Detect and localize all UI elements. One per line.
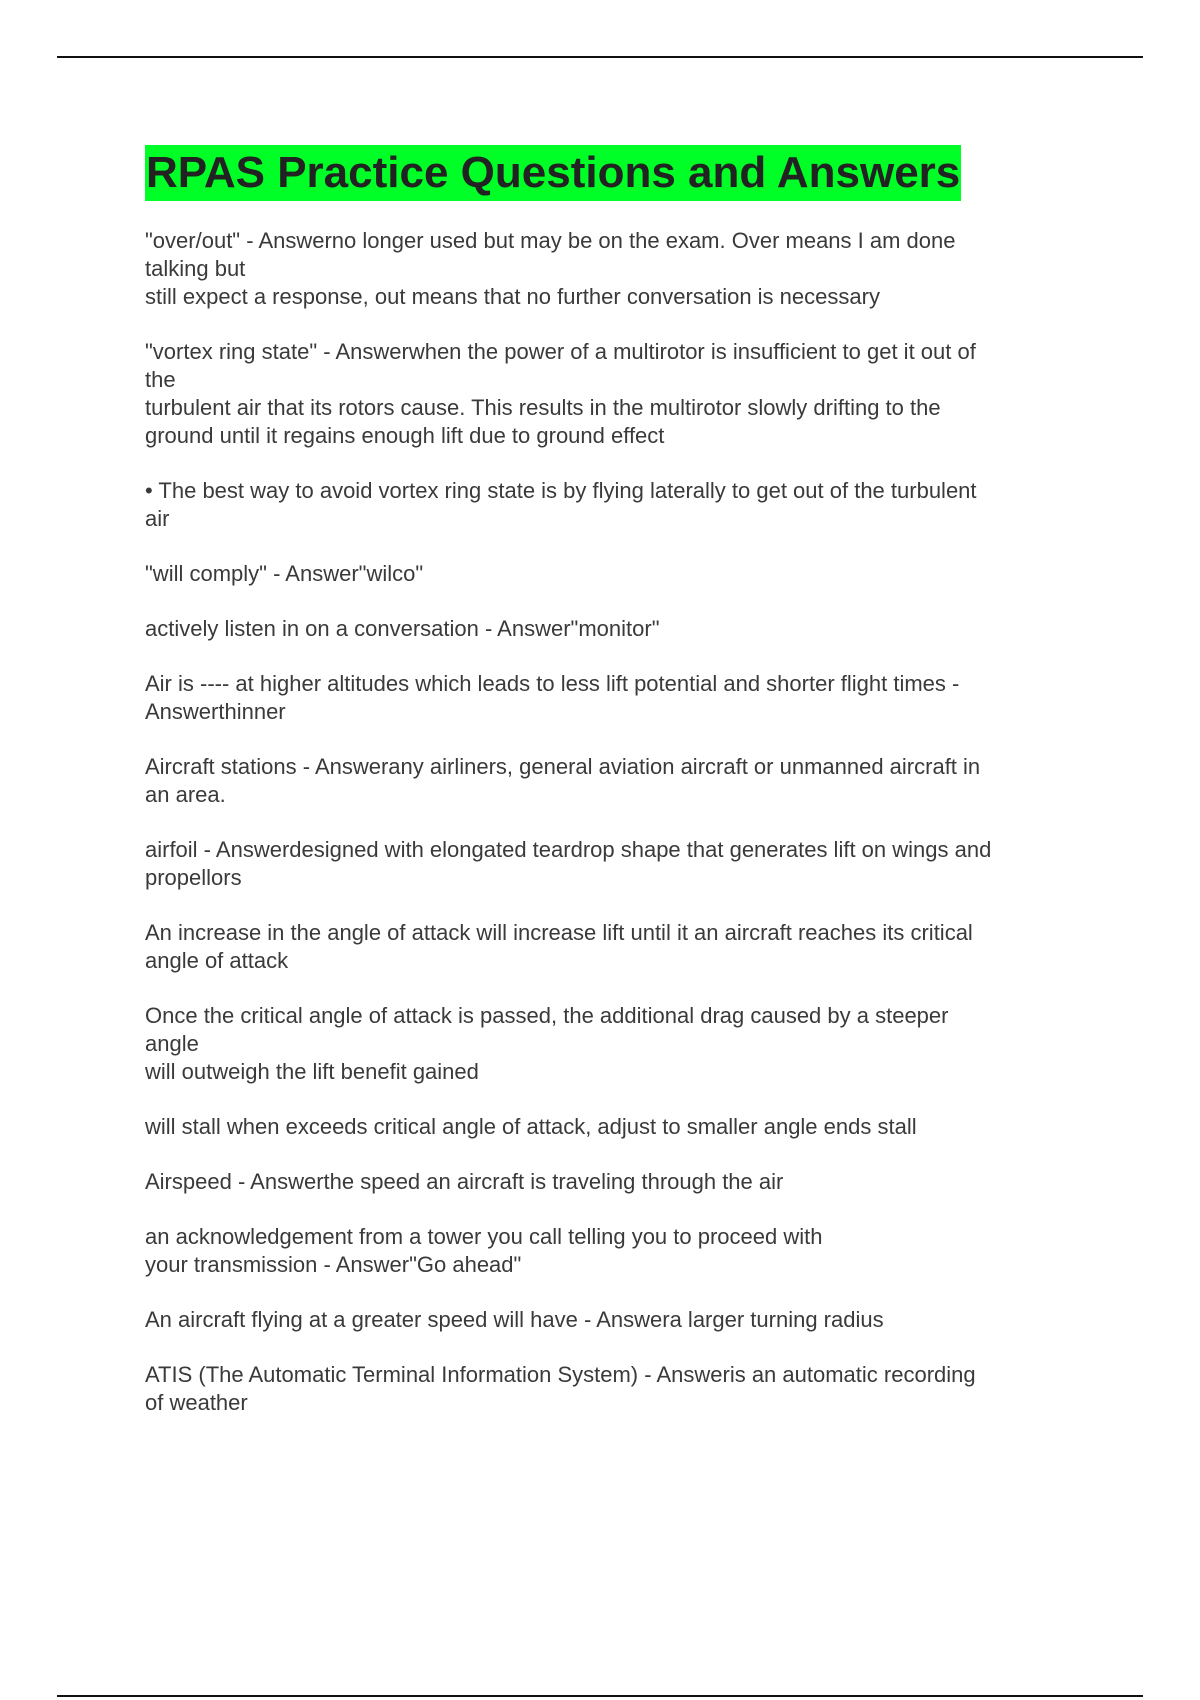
qa-list bbox=[145, 227, 1085, 1417]
qa-entry bbox=[145, 836, 1085, 892]
qa-entry bbox=[145, 1223, 1085, 1279]
qa-entry bbox=[145, 615, 1085, 643]
qa-entry-line: ATIS (The Automatic Terminal Information System) - Answeris an automatic recording bbox=[145, 1362, 976, 1387]
qa-entry-line: airfoil - Answerdesigned with elongated teardrop shape that generates lift on wings and bbox=[145, 837, 992, 862]
qa-entry-line: An aircraft flying at a greater speed will have - Answera larger turning radius bbox=[145, 1307, 884, 1332]
qa-entry-line: An increase in the angle of attack will increase lift until it an aircraft reaches its critical bbox=[145, 920, 973, 945]
qa-entry-line: the bbox=[145, 367, 176, 392]
bottom-rule bbox=[57, 1695, 1143, 1697]
qa-entry-line: • The best way to avoid vortex ring state is by flying laterally to get out of the turbulent bbox=[145, 478, 977, 503]
qa-entry-line: turbulent air that its rotors cause. This results in the multirotor slowly drifting to the bbox=[145, 395, 941, 420]
qa-entry bbox=[145, 1113, 1085, 1141]
qa-entry-line: still expect a response, out means that no further conversation is necessary bbox=[145, 284, 880, 309]
qa-entry-line: propellors bbox=[145, 865, 242, 890]
qa-entry-line: Air is ---- at higher altitudes which leads to less lift potential and shorter flight times - bbox=[145, 671, 960, 696]
qa-entry-line: of weather bbox=[145, 1390, 248, 1415]
qa-entry-line: actively listen in on a conversation - Answer"monitor" bbox=[145, 616, 660, 641]
qa-entry bbox=[145, 1306, 1085, 1334]
qa-entry-line: "will comply" - Answer"wilco" bbox=[145, 561, 424, 586]
qa-entry-line: talking but bbox=[145, 256, 246, 281]
qa-entry-line: an area. bbox=[145, 782, 226, 807]
qa-entry-line: Airspeed - Answerthe speed an aircraft is traveling through the air bbox=[145, 1169, 784, 1194]
top-rule bbox=[57, 56, 1143, 58]
qa-entry bbox=[145, 670, 1085, 726]
qa-entry bbox=[145, 753, 1085, 809]
qa-entry-line: Aircraft stations - Answerany airliners, general aviation aircraft or unmanned aircraft in bbox=[145, 754, 981, 779]
qa-entry-line: air bbox=[145, 506, 170, 531]
qa-entry-line: Answerthinner bbox=[145, 699, 286, 724]
document-body bbox=[145, 145, 1085, 1444]
qa-entry bbox=[145, 1168, 1085, 1196]
qa-entry bbox=[145, 919, 1085, 975]
qa-entry bbox=[145, 560, 1085, 588]
qa-entry bbox=[145, 227, 1085, 311]
qa-entry-line: "over/out" - Answerno longer used but may be on the exam. Over means I am done bbox=[145, 228, 956, 253]
qa-entry-line: angle bbox=[145, 1031, 199, 1056]
qa-entry bbox=[145, 477, 1085, 533]
qa-entry bbox=[145, 1002, 1085, 1086]
page-title: RPAS Practice Questions and Answers bbox=[145, 145, 961, 201]
qa-entry-line: your transmission - Answer"Go ahead" bbox=[145, 1252, 522, 1277]
qa-entry-line: will outweigh the lift benefit gained bbox=[145, 1059, 479, 1084]
qa-entry-line: ground until it regains enough lift due to ground effect bbox=[145, 423, 665, 448]
qa-entry-line: "vortex ring state" - Answerwhen the power of a multirotor is insufficient to get it out of bbox=[145, 339, 976, 364]
qa-entry-line: will stall when exceeds critical angle of attack, adjust to smaller angle ends stall bbox=[145, 1114, 917, 1139]
qa-entry bbox=[145, 1361, 1085, 1417]
qa-entry-line: Once the critical angle of attack is passed, the additional drag caused by a steeper bbox=[145, 1003, 949, 1028]
qa-entry-line: an acknowledgement from a tower you call telling you to proceed with bbox=[145, 1224, 823, 1249]
qa-entry bbox=[145, 338, 1085, 450]
qa-entry-line: angle of attack bbox=[145, 948, 289, 973]
